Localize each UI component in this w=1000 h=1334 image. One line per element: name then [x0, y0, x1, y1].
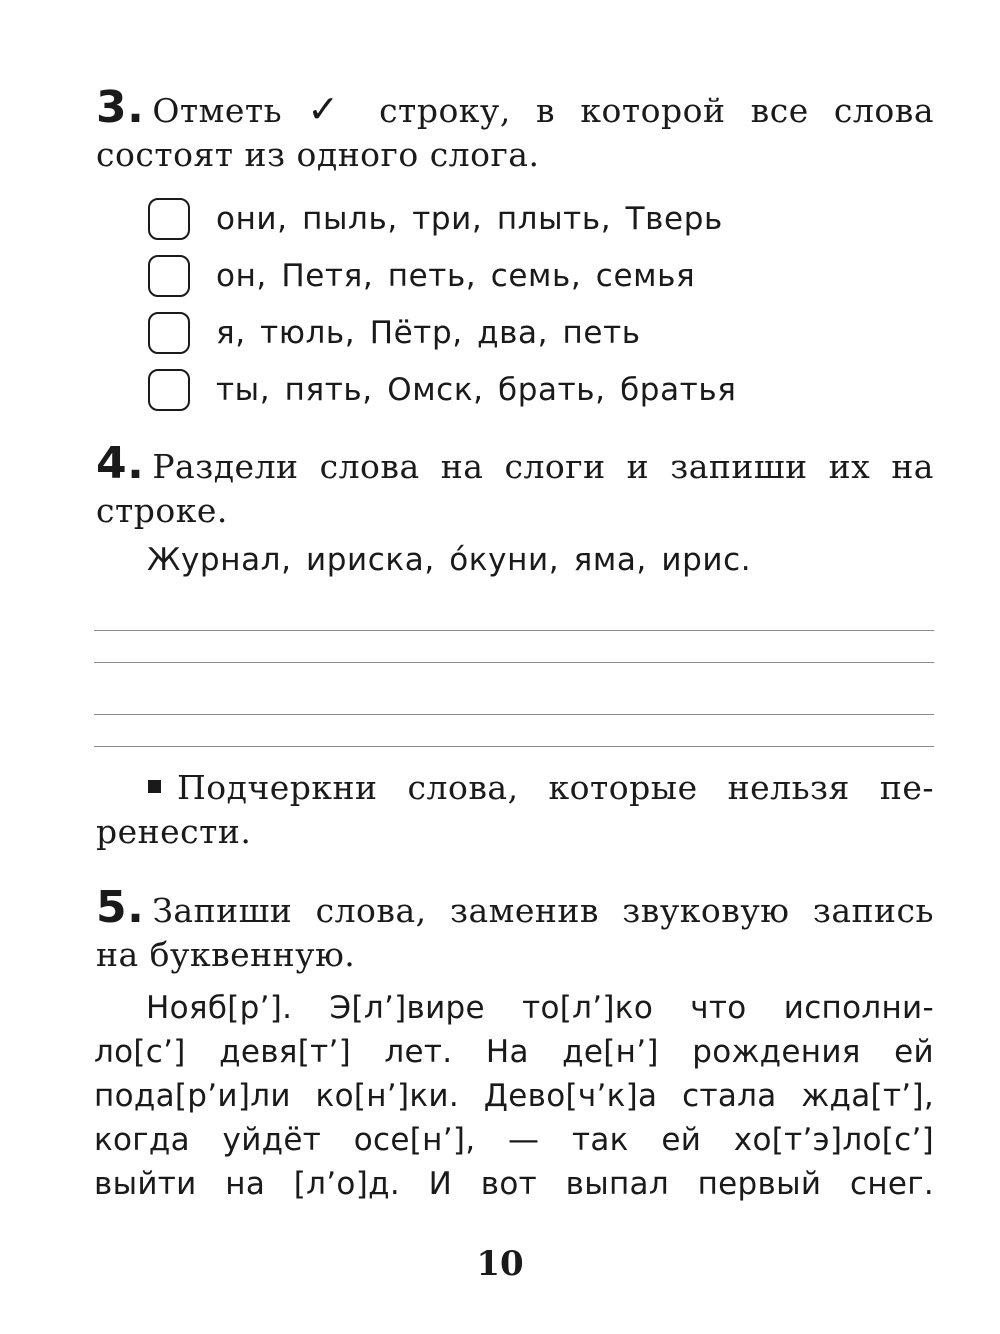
option-checkbox[interactable]: [148, 369, 190, 411]
task4-text: Раздели слова на слоги и запиши их на строке.: [96, 447, 934, 530]
bullet-text-1: Подчеркни слова, которые нельзя пе-: [177, 768, 934, 807]
page-number: 10: [476, 1244, 524, 1284]
bullet-line-1: [96, 766, 934, 810]
task5-text: Запиши слова, заменив звуковую запись на буквенную.: [96, 891, 934, 974]
story-line: пода[р’и]ли ко[н’]ки. Дево[ч’к]а стала жда[т’],: [94, 1078, 934, 1114]
bullet-line-2: ренести.: [96, 812, 252, 851]
option-checkbox[interactable]: [148, 198, 190, 240]
square-bullet-icon: [148, 780, 161, 793]
story-line: выйти на [л’о]д. И вот выпал первый снег.: [94, 1166, 934, 1202]
writing-line[interactable]: [94, 714, 934, 715]
check-mark-icon: ✓: [307, 87, 354, 131]
option-row: [148, 304, 736, 361]
writing-line[interactable]: [94, 630, 934, 631]
option-text: ты, пять, Омск, брать, братья: [216, 371, 737, 408]
task4-instruction: [96, 438, 934, 533]
option-row: [148, 247, 736, 304]
story-line: когда уйдёт осе[н’], — так ей хо[т’э]ло[с’]: [94, 1122, 934, 1158]
bullet-instruction: [96, 766, 934, 854]
option-checkbox[interactable]: [148, 255, 190, 297]
option-text: я, тюль, Пётр, два, петь: [216, 314, 641, 351]
task5-number: 5.: [96, 882, 145, 933]
option-text: они, пыль, три, плыть, Тверь: [216, 200, 723, 237]
task4-number: 4.: [96, 438, 145, 489]
task3-text-after-mark: строку, в которой все слова состоят из одного слога.: [96, 91, 935, 174]
task5-instruction: [96, 882, 934, 977]
task5-story: [94, 986, 934, 1206]
story-line: Нояб[р’]. Э[л’]вире то[л’]ко что исполни-: [146, 990, 934, 1026]
task4-words: Журнал, ириска, о́куни, яма, ирис.: [147, 542, 752, 578]
option-row: [148, 190, 736, 247]
writing-line[interactable]: [94, 746, 934, 747]
option-checkbox[interactable]: [148, 312, 190, 354]
task3-instruction: [96, 82, 935, 177]
task3-number: 3.: [96, 82, 145, 133]
option-text: он, Петя, петь, семь, семья: [216, 257, 696, 294]
story-line: ло[с’] девя[т’] лет. На де[н’] рождения ей: [94, 1034, 934, 1070]
task3-text-before-mark: Отметь: [152, 91, 283, 130]
writing-line[interactable]: [94, 662, 934, 663]
option-row: [148, 361, 736, 418]
task3-options: [148, 190, 736, 418]
